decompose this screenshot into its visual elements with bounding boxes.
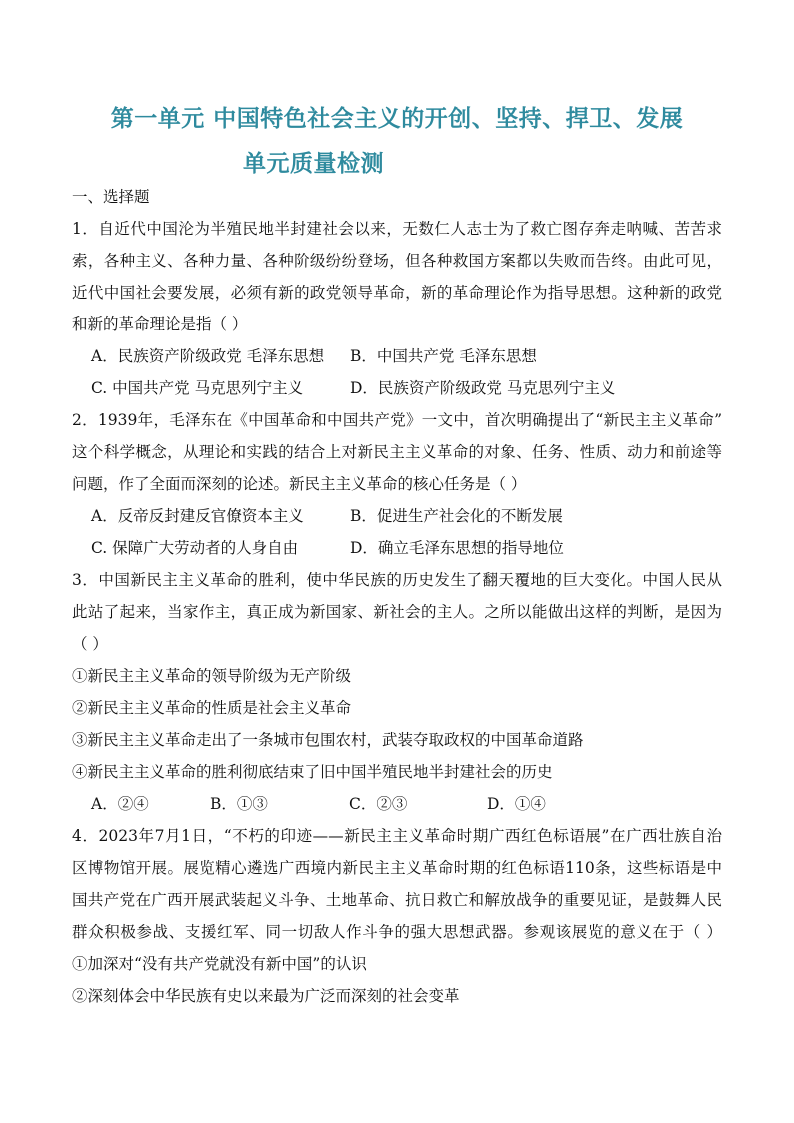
section-heading: 一、选择题 xyxy=(72,188,150,206)
q4-line-1: 4．2023年7月1日，“不朽的印迹——新民主主义革命时期广西红色标语展”在广西壮族自治 xyxy=(72,827,722,845)
q2-option-b: B．促进生产社会化的不断发展 xyxy=(350,507,563,525)
q3-line-3: （ ） xyxy=(72,635,108,653)
q3-item-1: ①新民主主义革命的领导阶级为无产阶级 xyxy=(72,667,352,685)
q3-option-a: A．②④ xyxy=(91,795,149,813)
q3-option-c: C．②③ xyxy=(349,795,408,813)
q2-option-c: C. 保障广大劳动者的人身自由 xyxy=(91,539,299,557)
q2-option-d: D．确立毛泽东思想的指导地位 xyxy=(350,539,564,557)
q4-line-2: 区博物馆开展。展览精心遴选广西境内新民主主义革命时期的红色标语110条，这些标语是中 xyxy=(72,859,722,877)
q4-line-3: 国共产党在广西开展武装起义斗争、土地革命、抗日救亡和解放战争的重要见证，是鼓舞人民 xyxy=(72,891,722,909)
q4-item-1: ①加深对“没有共产党就没有新中国”的认识 xyxy=(72,955,367,973)
q2-line-3: 问题，作了全面而深刻的论述。新民主主义革命的核心任务是（ ） xyxy=(72,475,527,493)
q1-option-a: A．民族资产阶级政党 毛泽东思想 xyxy=(91,347,325,365)
q4-line-4: 群众积极参战、支援红军、同一切敌人作斗争的强大思想武器。参观该展览的意义在于（ ） xyxy=(72,923,722,941)
q3-line-1: 3．中国新民主主义革命的胜利，使中华民族的历史发生了翻天覆地的巨大变化。中国人民从 xyxy=(72,571,722,589)
q3-item-2: ②新民主主义革命的性质是社会主义革命 xyxy=(72,699,352,717)
q1-line-1: 1．自近代中国沦为半殖民地半封建社会以来，无数仁人志士为了救亡图存奔走呐喊、苦苦求 xyxy=(72,220,722,238)
unit-title: 第一单元 中国特色社会主义的开创、坚持、捍卫、发展 xyxy=(110,106,684,132)
q1-line-3: 近代中国社会要发展，必须有新的政党领导革命，新的革命理论作为指导思想。这种新的政党 xyxy=(72,284,722,302)
q4-item-2: ②深刻体会中华民族有史以来最为广泛而深刻的社会变革 xyxy=(72,987,460,1005)
q1-line-4: 和新的革命理论是指（ ） xyxy=(72,315,248,333)
q2-line-2: 这个科学概念，从理论和实践的结合上对新民主主义革命的对象、任务、性质、动力和前途等 xyxy=(72,443,722,461)
unit-subtitle: 单元质量检测 xyxy=(243,151,384,177)
q1-option-b: B．中国共产党 毛泽东思想 xyxy=(350,347,537,365)
q3-line-2: 此站了起来，当家作主，真正成为新国家、新社会的主人。之所以能做出这样的判断，是因为 xyxy=(72,603,722,621)
q1-option-c: C. 中国共产党 马克思列宁主义 xyxy=(91,379,304,397)
q1-line-2: 索，各种主义、各种力量、各种阶级纷纷登场，但各种救国方案都以失败而告终。由此可见， xyxy=(72,252,722,270)
q3-item-4: ④新民主主义革命的胜利彻底结束了旧中国半殖民地半封建社会的历史 xyxy=(72,763,553,781)
q3-option-b: B．①③ xyxy=(210,795,268,813)
q3-item-3: ③新民主主义革命走出了一条城市包围农村，武装夺取政权的中国革命道路 xyxy=(72,731,584,749)
q3-option-d: D．①④ xyxy=(487,795,546,813)
q2-line-1: 2．1939年，毛泽东在《中国革命和中国共产党》一文中，首次明确提出了“新民主主义革命” xyxy=(72,411,722,429)
q1-option-d: D．民族资产阶级政党 马克思列宁主义 xyxy=(350,379,616,397)
q2-option-a: A．反帝反封建反官僚资本主义 xyxy=(91,507,304,525)
